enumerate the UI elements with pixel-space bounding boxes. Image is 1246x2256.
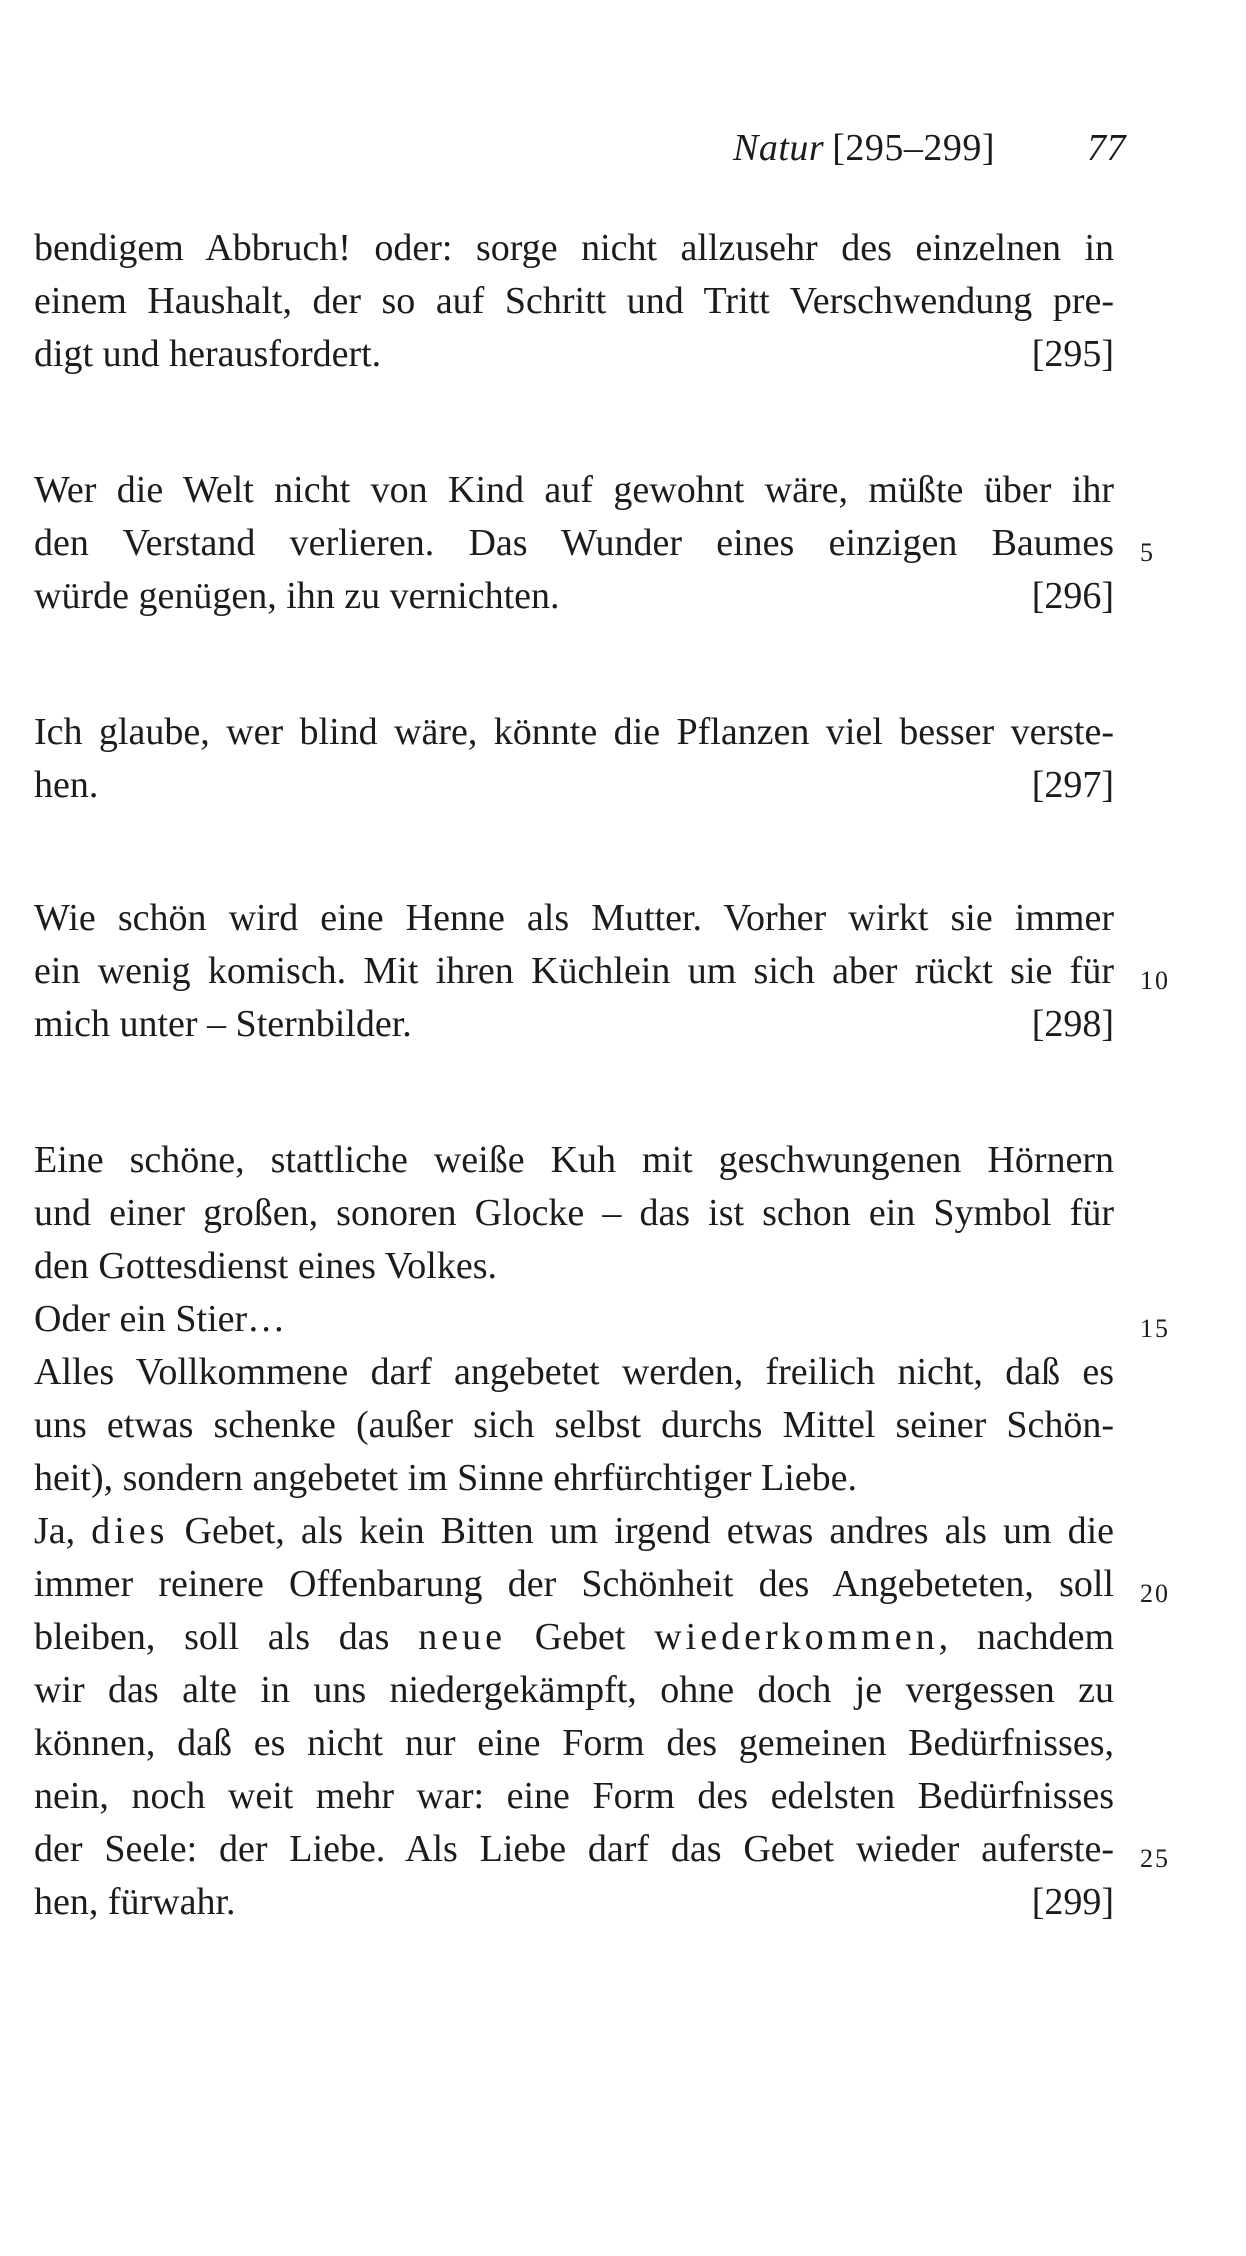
text-line: und einer großen, sonoren Glocke – das ist schon ein Symbol für	[34, 1192, 1114, 1234]
text-fragment: , nachdem	[938, 1616, 1114, 1658]
running-range: [295–299]	[832, 127, 995, 169]
text-line: den Gottesdienst eines Volkes.	[34, 1245, 497, 1287]
text-line-composite	[34, 1505, 1114, 1558]
text-line: wir das alte in uns niedergekämpft, ohne doch je vergessen zu	[34, 1669, 1114, 1711]
text-line: ein wenig komisch. Mit ihren Küchlein um sich aber rückt sie für	[34, 950, 1114, 992]
text-fragment: Gebet, als kein Bitten um irgend etwas andres als um die	[168, 1510, 1114, 1552]
text-line: Eine schöne, stattliche weiße Kuh mit geschwungenen Hörnern	[34, 1139, 1114, 1181]
entry-299	[34, 1134, 1114, 1929]
entry-number: [299]	[1031, 1881, 1114, 1923]
text-line: hen, fürwahr.	[34, 1881, 236, 1923]
text-line: der Seele: der Liebe. Als Liebe darf das Gebet wieder auferste-	[34, 1828, 1114, 1870]
text-line: hen.	[34, 764, 99, 806]
emphasis-dies: dies	[91, 1510, 169, 1552]
text-line: Oder ein Stier…	[34, 1298, 286, 1340]
text-line: nein, noch weit mehr war: eine Form des edelsten Bedürfnisses	[34, 1775, 1114, 1817]
text-fragment: bleiben, soll als das	[34, 1616, 419, 1658]
entry-number: [296]	[1031, 575, 1114, 617]
text-fragment: Ja,	[34, 1510, 92, 1552]
text-line-composite	[34, 1611, 1114, 1664]
entry-298	[34, 892, 1114, 1051]
margin-line-number: 25	[1140, 1844, 1170, 1873]
margin-line-number: 20	[1140, 1579, 1170, 1608]
margin-line-number: 5	[1140, 538, 1155, 567]
page-number: 77	[1087, 127, 1126, 169]
entry-296	[34, 464, 1114, 623]
text-line: heit), sondern angebetet im Sinne ehrfürchtiger Liebe.	[34, 1457, 858, 1499]
text-line: einem Haushalt, der so auf Schritt und Tritt Verschwendung pre-	[34, 280, 1114, 322]
emphasis-neue: neue	[418, 1616, 506, 1658]
text-line: Alles Vollkommene darf angebetet werden, freilich nicht, daß es	[34, 1351, 1114, 1393]
margin-line-number: 15	[1140, 1314, 1170, 1343]
text-line: mich unter – Sternbilder.	[34, 1003, 412, 1045]
margin-line-number: 10	[1140, 966, 1170, 995]
entry-number: [295]	[1031, 333, 1114, 375]
text-line: uns etwas schenke (außer sich selbst durchs Mittel seiner Schön-	[34, 1404, 1114, 1446]
text-line: den Verstand verlieren. Das Wunder eines einzigen Baumes	[34, 522, 1114, 564]
entry-295	[34, 222, 1114, 381]
text-line: immer reinere Offenbarung der Schönheit des Angebeteten, soll	[34, 1563, 1114, 1605]
running-title: Natur	[732, 127, 825, 169]
text-fragment: Gebet	[505, 1616, 655, 1658]
running-header	[733, 126, 1126, 170]
text-line: Ich glaube, wer blind wäre, könnte die Pflanzen viel besser verste-	[34, 711, 1114, 753]
text-line: digt und herausfordert.	[34, 333, 382, 375]
text-line: würde genügen, ihn zu vernichten.	[34, 575, 560, 617]
text-line: bendigem Abbruch! oder: sorge nicht allzusehr des einzelnen in	[34, 227, 1114, 269]
entry-number: [297]	[1031, 764, 1114, 806]
text-line: können, daß es nicht nur eine Form des gemeinen Bedürfnisses,	[34, 1722, 1114, 1764]
entry-number: [298]	[1031, 1003, 1114, 1045]
emphasis-wiederkommen: wiederkommen	[654, 1616, 939, 1658]
text-line: Wie schön wird eine Henne als Mutter. Vorher wirkt sie immer	[34, 897, 1114, 939]
text-line: Wer die Welt nicht von Kind auf gewohnt wäre, müßte über ihr	[34, 469, 1114, 511]
entry-297	[34, 706, 1114, 812]
